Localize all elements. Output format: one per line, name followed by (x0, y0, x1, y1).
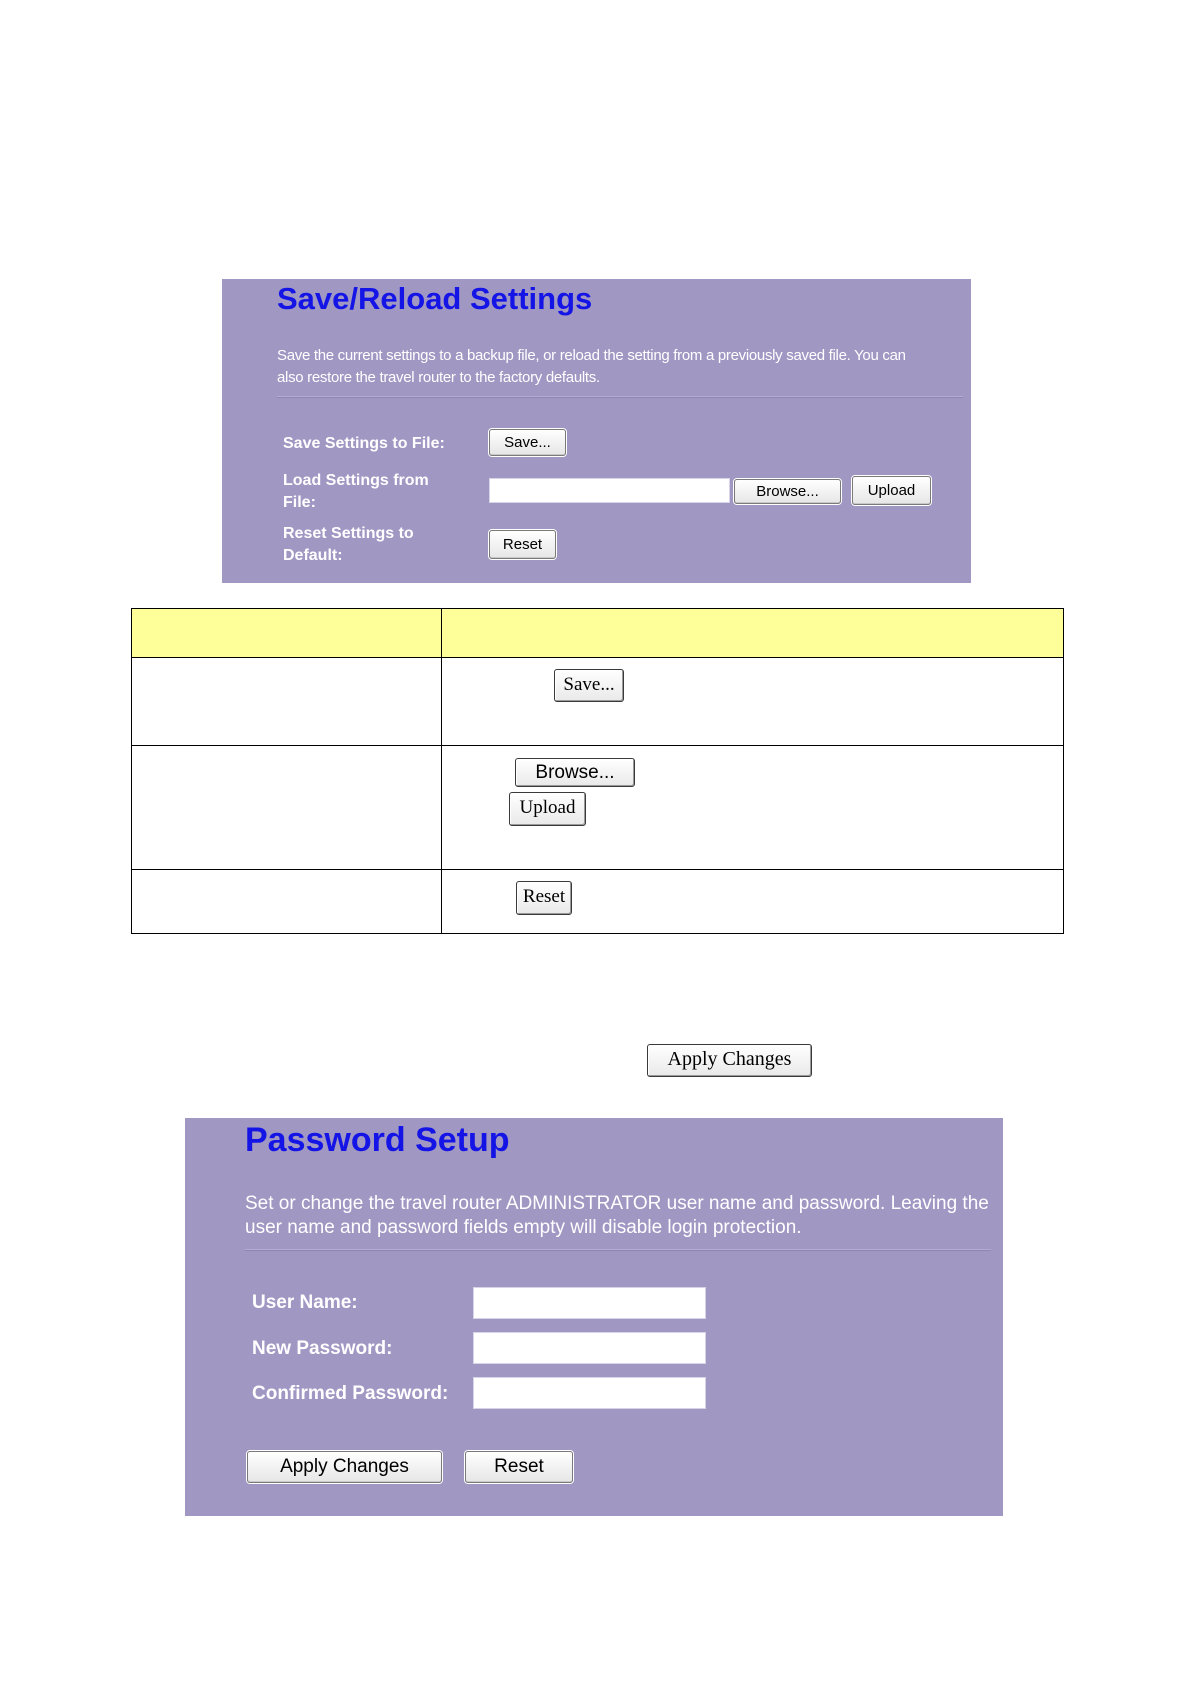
save-button[interactable]: Save... (489, 429, 566, 456)
apply-changes-button[interactable]: Apply Changes (247, 1451, 442, 1483)
save-reload-description: Save the current settings to a backup file, or reload the setting from a previously saved file. You can also restore the travel router to the factory defaults. (277, 347, 906, 386)
load-settings-label: Load Settings from File: (283, 472, 429, 511)
reset-button-image: Reset (516, 881, 572, 915)
load-file-input[interactable] (489, 478, 730, 503)
user-name-label: User Name: (252, 1292, 358, 1313)
divider (277, 396, 963, 398)
user-name-input[interactable] (473, 1287, 706, 1319)
password-setup-title: Password Setup (245, 1121, 510, 1159)
table-cell-description (442, 870, 1064, 934)
reset-settings-label: Reset Settings to Default: (283, 525, 414, 564)
browse-button-image: Browse... (515, 758, 635, 787)
password-setup-panel (185, 1118, 1003, 1516)
table-row (132, 746, 1064, 870)
table-row (132, 658, 1064, 746)
save-reload-title: Save/Reload Settings (277, 281, 593, 316)
table-cell-item (132, 746, 442, 870)
reset-button[interactable]: Reset (465, 1451, 573, 1483)
table-cell-item (132, 658, 442, 746)
table-cell-description (442, 746, 1064, 870)
settings-description-table (131, 608, 1064, 934)
apply-changes-button-image: Apply Changes (647, 1044, 812, 1077)
table-header-row (132, 609, 1064, 658)
save-settings-label: Save Settings to File: (283, 435, 445, 452)
table-row (132, 870, 1064, 934)
upload-button-image: Upload (509, 792, 586, 826)
table-cell-item (132, 870, 442, 934)
password-setup-description: Set or change the travel router ADMINISTRATOR user name and password. Leaving the user name and password fields empty will disable login protection. (245, 1193, 989, 1238)
table-cell-description (442, 658, 1064, 746)
browse-button[interactable]: Browse... (734, 479, 841, 504)
new-password-input[interactable] (473, 1332, 706, 1364)
new-password-label: New Password: (252, 1338, 393, 1359)
save-reload-panel (222, 279, 971, 583)
reset-button[interactable]: Reset (489, 530, 556, 559)
save-button-image: Save... (554, 669, 624, 702)
table-header-description (442, 609, 1064, 658)
divider (245, 1249, 991, 1251)
table-header-item (132, 609, 442, 658)
upload-button[interactable]: Upload (852, 476, 931, 505)
confirm-password-label: Confirmed Password: (252, 1383, 449, 1404)
confirm-password-input[interactable] (473, 1377, 706, 1409)
